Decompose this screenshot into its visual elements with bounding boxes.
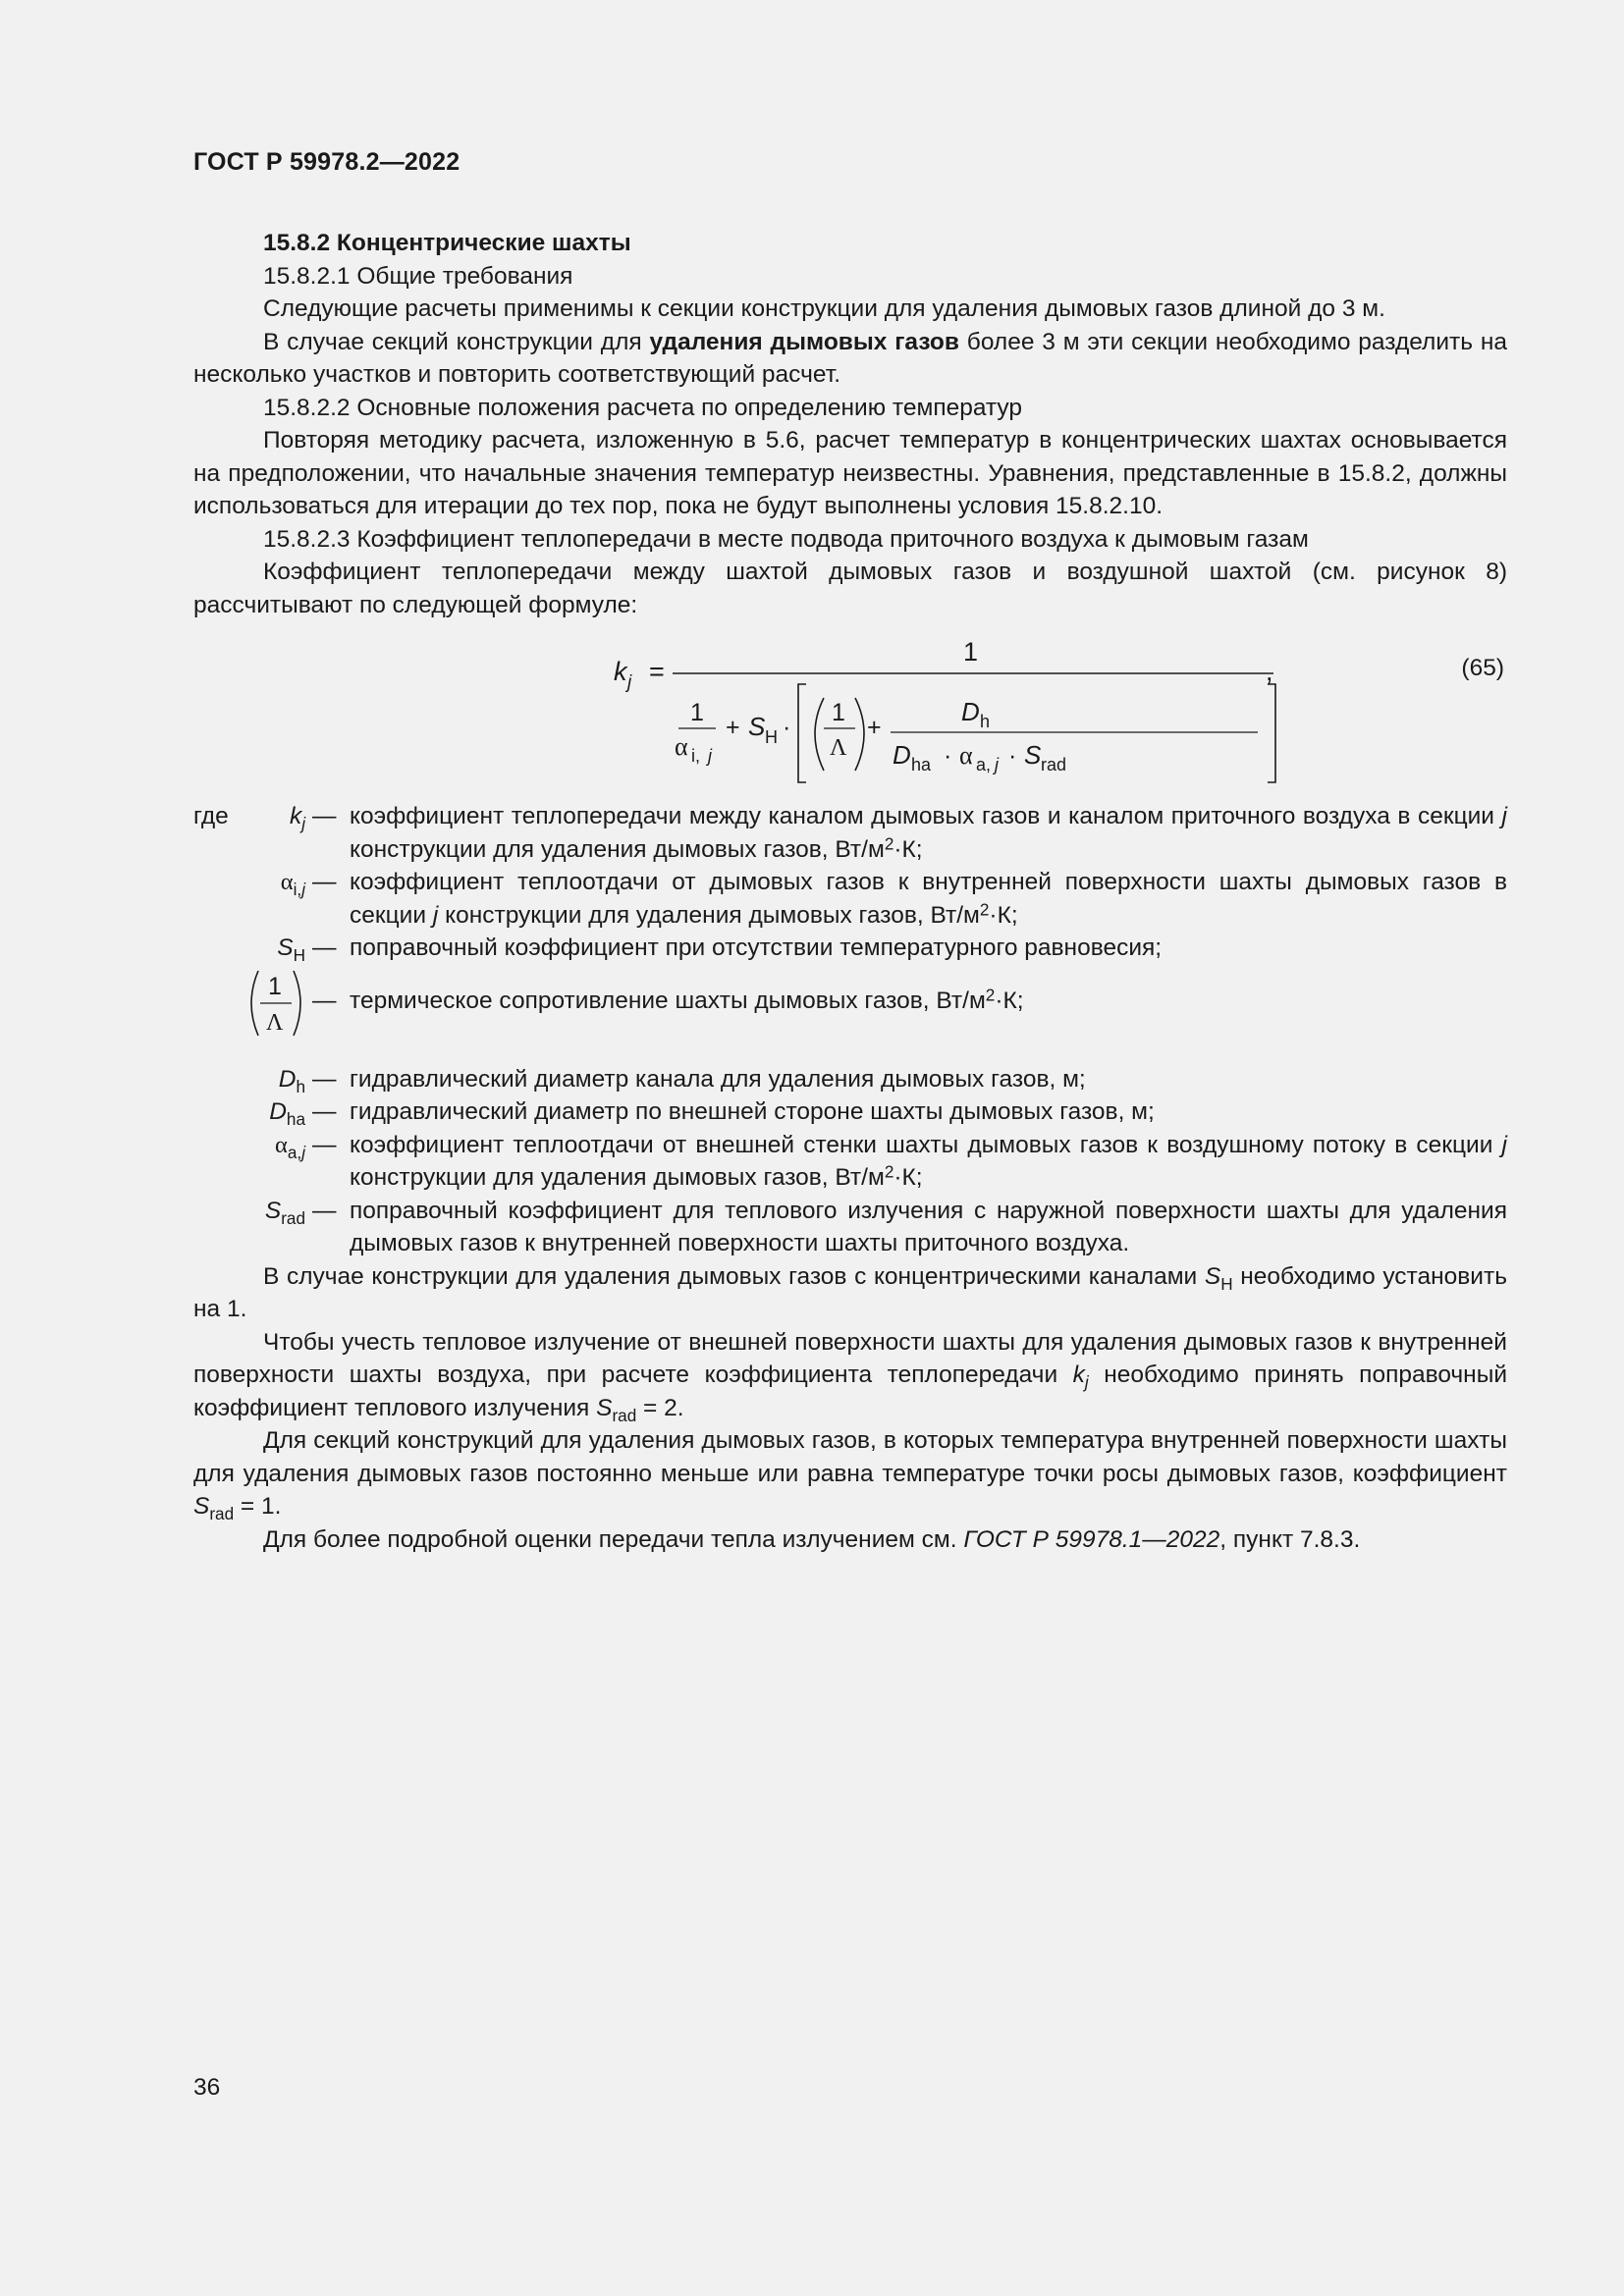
paragraph: Коэффициент теплопередачи между шахтой дымовых газов и воздушной шахтой (см. рисунок 8) рассчитывают по следующей формуле: [193,559,1507,618]
subsection-heading: 15.8.2.2 Основные положения расчета по определению температур [263,394,1023,421]
legend-symbol: $\alpha_{i,j}$ [280,869,305,899]
page-body [193,227,1507,1556]
legend-symbol: $\alpha_{a,j}$ [275,1131,305,1162]
legend-description: коэффициент теплоотдачи от внешней стенки шахты дымовых газов к воздушному потоку в секции j конструкции для удаления дымовых газов, $Вт/м^2\cdot К$; [350,1131,1507,1191]
legend-symbol: $D_h$ [278,1065,305,1096]
right-bracket [1268,684,1275,782]
formula-lhs: k [614,657,627,686]
svg-text:1: 1 [832,699,845,726]
one-over-lambda-symbol [246,965,305,1041]
legend-item: где $k_j$ — коэффициент теплопередачи между каналом дымовых газов и каналом приточного воздуха в секции j конструкции для удаления дымовых газов, $Вт/м^2\cdot К$; [193,800,1507,866]
right-paren [855,698,864,771]
where-label: где [193,803,229,829]
legend-item: $\alpha_{i,j}$ — коэффициент теплоотдачи от дымовых газов к внутренней поверхности шахты дымовых газов в секции j конструкции для удаления дымовых газов, $Вт/м^2\cdot К$; [193,866,1507,932]
numerator-one: 1 [963,637,979,667]
legend-item: $D_{ha}$ — гидравлический диаметр по внешней стороне шахты дымовых газов, м; [193,1095,1507,1129]
legend-description: поправочный коэффициент при отсутствии температурного равновесия; [350,934,1163,961]
legend-symbol: $k_j$ [289,803,305,833]
svg-text:j: j [995,755,999,774]
svg-text:·: · [1008,742,1017,770]
svg-text:+: + [867,714,882,741]
subsection-heading: 15.8.2.3 Коэффициент теплопередачи в месте подвода приточного воздуха к дымовым газам [263,525,1309,553]
dha-symbol: D [893,740,911,770]
paragraph: Повторяя методику расчета, изложенную в 5.6, расчет температур в концентрических шахтах основывается на предположении, что начальные значения температур неизвестны. Уравнения, представленные в 15.8.2, должны использоваться для итерации до тех пор, пока не будут выполнены условия 15.8.2.10. [193,427,1507,519]
legend-item: $S_H$ — поправочный коэффициент при отсутствии температурного равновесия; [193,932,1507,965]
section-heading: 15.8.2 Концентрические шахты [263,230,631,256]
dha-sub: ha [911,755,932,774]
paragraph: Чтобы учесть тепловое излучение от внешней поверхности шахты для удаления дымовых газов к внутренней поверхности шахты воздуха, при расчете коэффициента теплопередачи $k_j$ необходимо принять поправочный коэффициент теплового излучения $S_{rad} = 2$. [193,1328,1508,1425]
formula-65 [193,635,1507,794]
paragraph: Для секций конструкций для удаления дымовых газов, в которых температура внутренней поверхности шахты для удаления дымовых газов постоянно меньше или равна температуре точки росы дымовых газов, коэффициент $S_{rad} = 1$. [193,1427,1507,1523]
legend-item: $S_{rad}$ — поправочный коэффициент для теплового излучения с наружной поверхности шахты для удаления дымовых газов к внутренней поверхности шахты приточного воздуха. [193,1195,1507,1260]
srad-sub: rad [1041,755,1067,774]
paragraph: Следующие расчеты применимы к секции конструкции для удаления дымовых газов длиной до 3 м. [263,295,1385,322]
legend-description: поправочный коэффициент для теплового излучения с наружной поверхности шахты для удаления дымовых газов к внутренней поверхности шахты приточного воздуха. [350,1197,1507,1256]
svg-text:·: · [944,742,952,770]
svg-text:+: + [726,714,740,741]
dh-sub: h [980,712,991,731]
legend-item: $\alpha_{a,j}$ — коэффициент теплоотдачи от внешней стенки шахты дымовых газов к воздушному потоку в секции j конструкции для удаления дымовых газов, $Вт/м^2\cdot К$; [193,1129,1507,1195]
svg-text:Λ: Λ [266,1009,284,1036]
formula-expression [614,637,1301,794]
document-header: ГОСТ Р 59978.2—2022 [193,148,460,176]
legend-description: коэффициент теплопередачи между каналом дымовых газов и каналом приточного воздуха в секции j конструкции для удаления дымовых газов, $Вт/м^2\cdot К$; [350,803,1507,863]
legend-description: коэффициент теплоотдачи от дымовых газов к внутренней поверхности шахты дымовых газов в секции j конструкции для удаления дымовых газов, $Вт/м^2\cdot К$; [350,869,1507,929]
formula-lhs-sub: j [627,672,632,693]
alpha-symbol: α [675,732,688,761]
svg-text:·: · [783,714,791,741]
alpha-sub-i: i, [691,746,700,766]
subsection-heading: 15.8.2.1 Общие требования [263,262,573,290]
paragraph: В случае конструкции для удаления дымовых газов с концентрическими каналами $S_H$ необходимо установить на 1. [193,1262,1507,1322]
svg-text:a,: a, [976,755,992,774]
alpha-sub-j: j [708,746,712,766]
left-paren [815,698,824,771]
formula-comma: , [1266,657,1273,686]
svg-text:1: 1 [268,972,282,1000]
svg-text:α: α [959,741,973,770]
fraction-one: 1 [690,699,704,726]
left-bracket [798,684,806,782]
lambda-symbol: Λ [830,735,847,761]
legend-description: гидравлический диаметр по внешней стороне шахты дымовых газов, м; [350,1098,1155,1125]
symbol-legend [193,800,1507,1260]
equation-number: (65) [1461,655,1504,681]
page-number: 36 [193,2074,221,2101]
srad-symbol: S [1024,740,1042,770]
sh-sub: H [765,727,778,747]
legend-symbol [193,965,305,1051]
formula-eq-sign: = [649,657,665,686]
sh-symbol: S [748,712,766,741]
legend-item: $D_h$ — гидравлический диаметр канала для удаления дымовых газов, м; [193,1063,1507,1096]
paragraph: В случае секций конструкции для удаления дымовых газов более 3 м эти секции необходимо разделить на несколько участков и повторить соответствующий расчет. [193,328,1508,388]
paragraph: Для более подробной оценки передачи тепла излучением см. ГОСТ Р 59978.1—2022, пункт 7.8.3. [263,1525,1361,1553]
legend-description: гидравлический диаметр канала для удаления дымовых газов, м; [350,1065,1086,1093]
reference-link: ГОСТ Р 59978.1—2022 [963,1525,1220,1553]
legend-symbol: $S_{rad}$ [264,1197,305,1228]
legend-description: термическое сопротивление шахты дымовых газов, $Вт/м^2\cdot К$; [350,984,1024,1014]
legend-symbol: $D_{ha}$ [269,1098,305,1129]
dh-symbol: D [961,697,980,726]
legend-symbol: $S_H$ [277,934,305,965]
legend-item: 1 Λ — термическое сопротивление шахты дымовых газов, $Вт/м^2\cdot К$; [193,965,1507,1063]
